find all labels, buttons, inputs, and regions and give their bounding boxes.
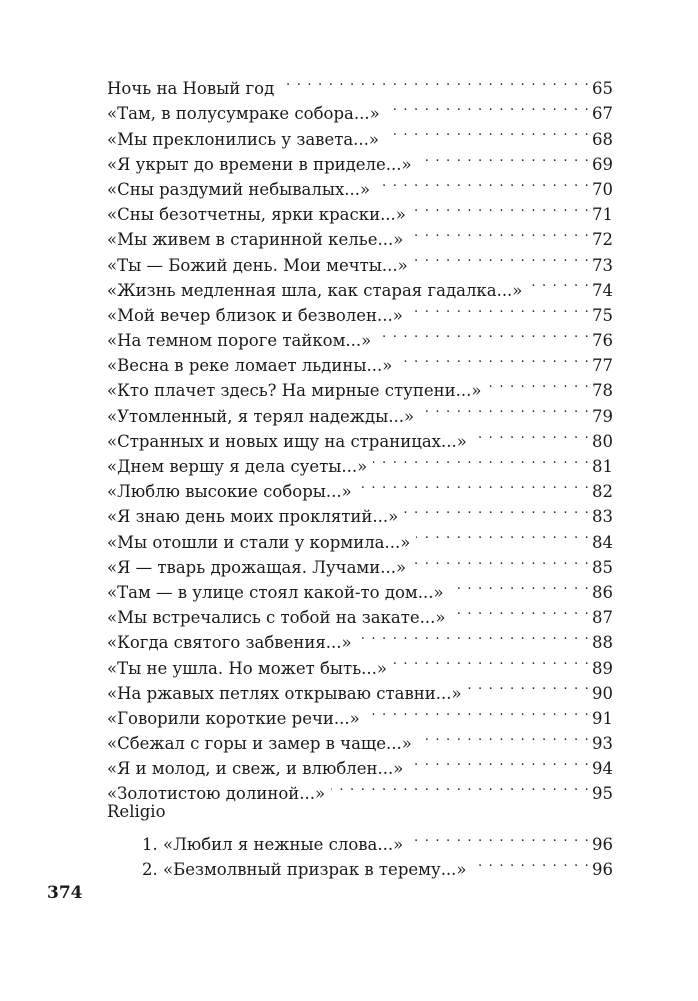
- toc-entry-page: 65: [592, 79, 613, 99]
- toc-entry-title: 2. «Безмолвный призрак в терему...»: [142, 860, 467, 879]
- toc-dot-leader: [412, 548, 590, 573]
- toc-entry-page: 83: [592, 507, 613, 527]
- toc-entry-title: «Мы отошли и стали у кормила...»: [107, 532, 411, 552]
- toc-dot-leader: [409, 220, 590, 245]
- toc-dot-leader: [468, 674, 590, 699]
- toc-entry-page: 74: [592, 280, 613, 300]
- toc-entry-title: «Там, в полусумраке собора...»: [107, 104, 380, 124]
- toc-entry-page: 89: [592, 658, 613, 678]
- toc-dot-leader: [414, 245, 590, 270]
- toc-entry-title: «На ржавых петлях открываю ставни...»: [107, 683, 462, 703]
- toc-entry-page: 95: [592, 784, 613, 804]
- toc-dot-leader: [409, 296, 590, 321]
- page-number: 374: [47, 883, 83, 903]
- toc-entry-title: «Золотистою долиной...»: [107, 784, 326, 804]
- toc-dot-leader: [473, 850, 590, 875]
- toc-dot-leader: [398, 346, 590, 371]
- toc-dot-leader: [376, 170, 590, 195]
- toc-dot-leader: [418, 145, 590, 170]
- toc-dot-leader: [385, 119, 590, 144]
- toc-entry-page: 67: [592, 104, 613, 124]
- toc-entry-page: 94: [592, 759, 613, 779]
- toc-dot-leader: [377, 321, 590, 346]
- toc-entry-page: 79: [592, 406, 613, 426]
- toc-entry-page: 76: [592, 331, 613, 351]
- toc-entry-page: 96: [592, 834, 613, 854]
- toc-entry-page: 73: [592, 255, 613, 275]
- toc-entry-title: «Ты не ушла. Но может быть...»: [107, 658, 388, 678]
- toc-entry-title: «Я и молод, и свеж, и влюблен...»: [107, 759, 404, 779]
- toc-dot-leader: [412, 195, 590, 220]
- toc-entry: [107, 69, 613, 99]
- toc-entry-title: «Я укрыт до времени в приделе...»: [107, 154, 412, 174]
- toc-entry-page: 77: [592, 356, 613, 376]
- toc-entry-page: 93: [592, 734, 613, 754]
- toc-entry-page: 71: [592, 205, 613, 225]
- toc-dot-leader: [373, 447, 590, 472]
- toc-entry-title: 1. «Любил я нежные слова...»: [142, 834, 404, 854]
- toc-dot-leader: [409, 749, 590, 774]
- toc-entry-title: «Мой вечер близок и безволен...»: [107, 305, 403, 325]
- toc-entry-title: «Мы встречались с тобой на закате...»: [107, 608, 446, 628]
- toc-entry-title: «Сбежал с горы и замер в чаще...»: [107, 734, 412, 754]
- toc-entry-title: «Весна в реке ломает льдины...»: [107, 356, 393, 376]
- toc-entry-page: 82: [592, 482, 613, 502]
- toc-entry-page: 86: [592, 582, 613, 602]
- toc-dot-leader: [487, 371, 590, 396]
- toc-entry-title: «Сны раздумий небывалых...»: [107, 179, 371, 199]
- toc-dot-leader: [358, 472, 590, 497]
- toc-entry-title: «Странных и новых ищу на страницах...»: [107, 431, 467, 451]
- toc-entry-page: 84: [592, 532, 613, 552]
- toc-entry-page: 91: [592, 708, 613, 728]
- toc-entry-title: «Я — тварь дрожащая. Лучами...»: [107, 557, 407, 577]
- toc-dot-leader: [393, 648, 590, 673]
- toc-entry-page: 96: [592, 860, 613, 879]
- toc-entry-page: 80: [592, 431, 613, 451]
- toc-entry-title: «На темном пороге тайком...»: [107, 331, 372, 351]
- toc-entry-title: «Говорили короткие речи...»: [107, 708, 360, 728]
- toc-entry-page: 85: [592, 557, 613, 577]
- toc-entry-title: «Мы живем в старинной келье...»: [107, 230, 404, 250]
- toc-entry-title: «Днем вершу я дела суеты...»: [107, 457, 368, 476]
- toc-entry-title: «Там — в улице стоял какой-то дом...»: [107, 582, 444, 602]
- toc-dot-leader: [420, 396, 590, 421]
- toc-dot-leader: [528, 271, 590, 296]
- toc-dot-leader: [409, 825, 590, 850]
- toc-dot-leader: [450, 573, 590, 598]
- toc-entry-title: «Сны безотчетны, ярки краски...»: [107, 205, 406, 225]
- toc-dot-leader: [280, 69, 590, 94]
- toc-dot-leader: [452, 598, 591, 623]
- toc-entry-page: 75: [592, 305, 613, 325]
- toc-entry-title: «Люблю высокие соборы...»: [107, 482, 352, 502]
- toc-dot-leader: [331, 774, 590, 799]
- toc-entry-page: 70: [592, 179, 613, 199]
- table-of-contents: [107, 69, 613, 879]
- toc-section-title: Religio: [107, 802, 166, 822]
- toc-subentry: [107, 825, 613, 854]
- toc-entry-page: 81: [592, 457, 613, 476]
- toc-entry-page: 68: [592, 129, 613, 149]
- toc-dot-leader: [473, 422, 590, 447]
- toc-entry-page: 78: [592, 381, 613, 401]
- toc-entry-title: «Мы преклонились у завета...»: [107, 129, 380, 149]
- toc-entry-title: «Жизнь медленная шла, как старая гадалка...»: [107, 280, 523, 300]
- toc-entry-title: Ночь на Новый год: [107, 79, 275, 99]
- toc-entry-page: 72: [592, 230, 613, 250]
- toc-entry-page: 87: [592, 608, 613, 628]
- toc-entry-page: 88: [592, 633, 613, 653]
- toc-dot-leader: [416, 522, 590, 547]
- toc-dot-leader: [358, 623, 590, 648]
- toc-dot-leader: [366, 699, 590, 724]
- toc-dot-leader: [418, 724, 590, 749]
- toc-entry-title: «Ты — Божий день. Мои мечты...»: [107, 255, 408, 275]
- toc-entry-page: 69: [592, 154, 613, 174]
- toc-dot-leader: [386, 94, 590, 119]
- toc-entry-title: «Когда святого забвения...»: [107, 633, 352, 653]
- toc-entry-title: «Утомленный, я терял надежды...»: [107, 406, 415, 426]
- toc-entry-page: 90: [592, 683, 613, 703]
- toc-dot-leader: [404, 497, 590, 522]
- toc-entry-title: «Я знаю день моих проклятий...»: [107, 507, 399, 527]
- toc-entry-title: «Кто плачет здесь? На мирные ступени...»: [107, 381, 482, 401]
